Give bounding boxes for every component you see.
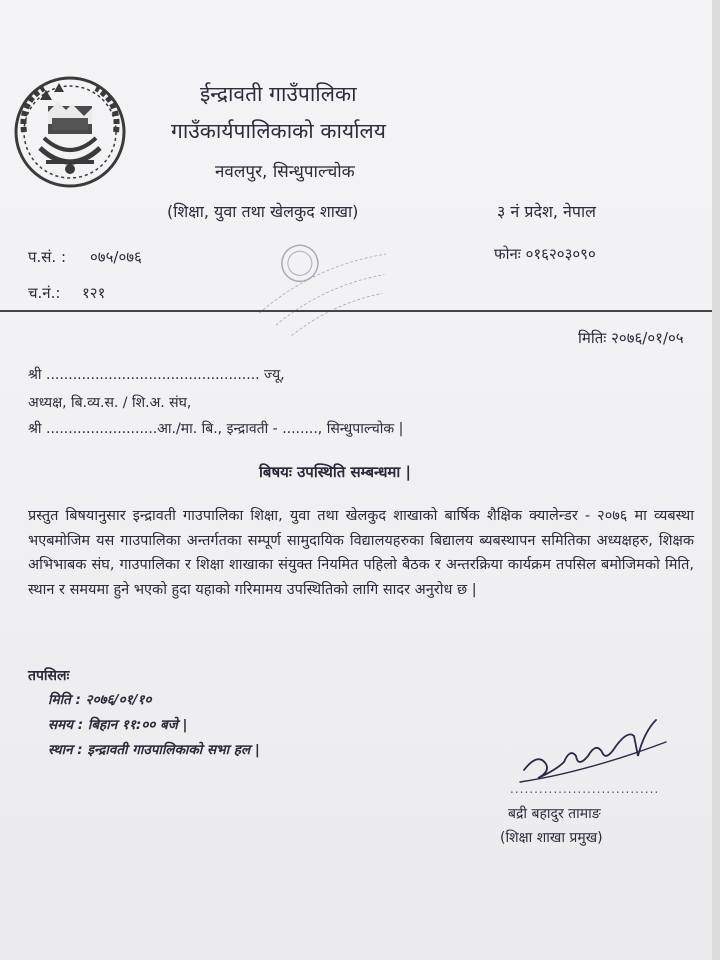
letter-body: प्रस्तुत बिषयानुसार इन्द्रावती गाउपालिका शिक्षा, युवा तथा खेलकुद शाखाको बार्षिक शैक्षिक क्यालेन्डर - २०७६ मा व्यबस्था भएबमोजिम यस गाउपालिका अन्तर्गतका सम्पूर्ण सामुदायिक विद्यालयहरुका बिद्यालय ब्यबस्थापन समितिका अध्यक्षहरु, शिक्षक अभिभाबक संघ, गाउपालिका र शिक्षा शाखाका संयुक्त नियमित पहिलो बैठक र अन्तरक्रिया कार्यक्रम तपसिल बमोजिमको मिति, स्थान र समयमा हुने भएको हुदा यहाको गरिमामय उपस्थितिको लागि सादर अनुरोध छ | (28, 508, 694, 598)
header-divider (0, 310, 712, 312)
recipient-line-3: श्री .........................आ./मा. बि., इन्द्रावती - ........, सिन्धुपाल्चोक | (28, 421, 404, 437)
signature-line: ............................... (510, 782, 660, 796)
office-stamp-icon (250, 212, 400, 342)
letter-date: मितिः २०७६/०१/०५ (578, 329, 684, 347)
recipient-line-1: श्री ................................................ ज्यू, (28, 367, 285, 383)
signer-title: (शिक्षा शाखा प्रमुख) (500, 830, 603, 846)
signature-icon (516, 712, 676, 792)
province-text: ३ नं प्रदेश, नेपाल (497, 202, 596, 221)
emblem-icon (10, 72, 130, 192)
municipality-name: ईन्द्रावती गाउँपालिका (200, 82, 357, 106)
reference-number-value: ०७५/०७६ (90, 248, 142, 266)
office-name: गाउँकार्यपालिकाको कार्यालय (171, 119, 386, 143)
reference-number-label: प.सं. : (28, 248, 67, 266)
meeting-venue: स्थान : इन्द्रावती गाउपालिकाको सभा हल | (48, 742, 260, 758)
dispatch-number-value: १२१ (82, 284, 106, 302)
section-name: (शिक्षा, युवा तथा खेलकुद शाखा) (167, 202, 359, 221)
meeting-time: समय : बिहान ११:०० बजे | (48, 717, 188, 733)
phone-number: फोनः ०१६२०३०९० (494, 245, 596, 263)
details-heading: तपसिलः (28, 668, 70, 684)
office-address: नवलपुर, सिन्धुपाल्चोक (215, 162, 355, 182)
letter-subject: बिषयः उपस्थिति सम्बन्धमा | (259, 463, 411, 481)
signer-name: बद्री बहादुर तामाङ (508, 806, 601, 822)
meeting-date: मिति : २०७६/०१/१० (48, 692, 152, 708)
recipient-line-2: अध्यक्ष, बि.व्य.स. / शि.अ. संघ, (28, 395, 192, 411)
dispatch-number-label: च.नं.: (28, 284, 61, 302)
